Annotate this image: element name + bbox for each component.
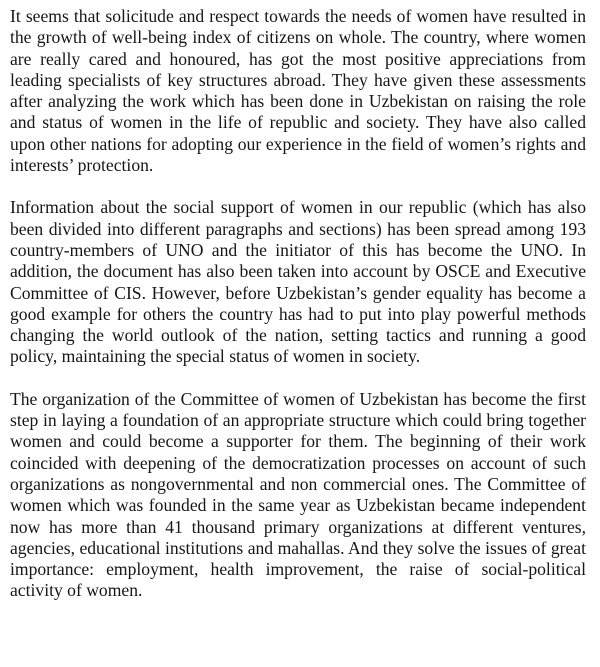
paragraph-solicitude-respect: It seems that solicitude and respect towards the needs of women have resulted in the growth of well-being index of citizens on whole. The country, where women are really cared and honoured, has got the most positive appreciations from leading specialists of key structures abroad. They have given these assessments after analyzing the work which has been done in Uzbekistan on raising the role and status of women in the life of republic and society. They have also called upon other nations for adopting our experience in the field of women’s rights and interests’ protection.: [10, 6, 586, 176]
paragraph-social-support-info: Information about the social support of women in our republic (which has also been divided into different paragraphs and sections) has been spread among 193 country-members of UNO and the initiator of this has become the UNO. In addition, the document has also been taken into account by OSCE and Executive Committee of CIS. However, before Uzbekistan’s gender equality has become a good example for others the country has had to put into play powerful methods changing the world outlook of the nation, setting tactics and running a good policy, maintaining the special status of women in society.: [10, 197, 586, 367]
paragraph-committee-of-women: The organization of the Committee of women of Uzbekistan has become the first step in laying a foundation of an appropriate structure which could bring together women and could become a supporter for them. The beginning of their work coincided with deepening of the democratization processes on account of such organizations as nongovernmental and non commercial ones. The Committee of women which was founded in the same year as Uzbekistan became independent now has more than 41 thousand primary organizations at different ventures, agencies, educational institutions and mahallas. And they solve the issues of great importance: employment, health improvement, the raise of social-political activity of women.: [10, 388, 586, 601]
